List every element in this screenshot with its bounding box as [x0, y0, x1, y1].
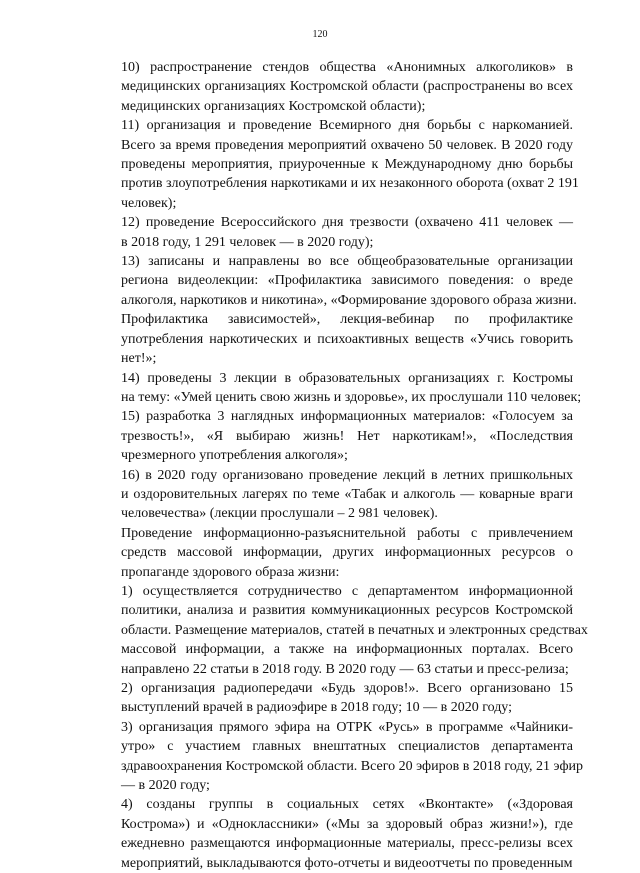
paragraph — [83, 116, 579, 213]
text-line: выступлений врачей в радиоэфире в 2018 году; 10 — в 2020 году; — [121, 700, 513, 716]
text-line: 12) проведение Всероссийского дня трезвости (охвачено 411 человек — — [121, 215, 573, 231]
paragraph — [83, 213, 573, 252]
paragraph — [83, 582, 588, 679]
text-line: проведены мероприятия, приуроченные к Международному дню борьбы — [121, 157, 573, 173]
text-line: мероприятий, выкладываются фото-отчеты и видеоотчеты по проведенным — [121, 855, 573, 871]
text-line: 16) в 2020 году организовано проведение лекций в летних пришкольных — [121, 467, 573, 483]
text-line: 4) созданы группы в социальных сетях «Вконтакте» («Здоровая — [121, 797, 573, 813]
text-line: против злоупотребления наркотиками и их незаконного оборота (охват 2 191 — [121, 176, 579, 192]
text-line: нет!»; — [121, 351, 157, 367]
text-line: 14) проведены 3 лекции в образовательных организациях г. Костромы — [121, 370, 573, 386]
text-line: области. Размещение материалов, статей в печатных и электронных средствах — [121, 622, 588, 638]
text-line: Всего за время проведения мероприятий охвачено 50 человек. В 2020 году — [121, 137, 573, 153]
paragraph — [83, 252, 577, 368]
text-line: массовой информации, а также на информационных порталах. Всего — [121, 642, 573, 658]
paragraph — [83, 679, 573, 718]
text-line: 10) распространение стендов общества «Анонимных алкоголиков» в — [121, 60, 573, 75]
text-line: человек); — [121, 195, 177, 211]
paragraph — [83, 369, 582, 408]
text-line: на тему: «Умей ценить свою жизнь и здоровье», их прослушали 110 человек; — [121, 389, 582, 405]
text-line: — в 2020 году; — [121, 778, 210, 794]
text-line: направлено 22 статьи в 2018 году. В 2020 году — 63 статьи и пресс-релиза; — [121, 661, 569, 677]
document-body — [83, 58, 588, 873]
text-line: в 2018 году, 1 291 человек — в 2020 году); — [121, 234, 374, 250]
text-line: 2) организация радиопередачи «Будь здоров!». Всего организовано 15 — [121, 681, 573, 696]
text-line: 13) записаны и направлены во все общеобразовательные организации — [121, 254, 573, 270]
text-line: Профилактика зависимостей», лекция-вебинар по профилактике — [121, 312, 573, 328]
text-line: и оздоровительных лагерях по теме «Табак и алкоголь — коварные враги — [121, 486, 573, 502]
text-line: медицинских организациях Костромской области (распространены во всех — [121, 79, 573, 95]
paragraph — [83, 795, 573, 873]
text-line: трезвость!», «Я выбираю жизнь! Нет наркотикам!», «Последствия — [121, 428, 573, 444]
text-line: 3) организация прямого эфира на ОТРК «Русь» в программе «Чайники- — [121, 719, 573, 735]
paragraph — [83, 718, 584, 796]
text-line: региона видеолекции: «Профилактика зависимого поведения: о вреде — [121, 273, 573, 289]
text-line: ежедневно размещаются информационные материалы, пресс-релизы всех — [121, 836, 573, 852]
text-line: Кострома») и «Одноклассники» («Мы за здоровый образ жизни!»), где — [121, 816, 573, 832]
paragraph — [83, 524, 573, 582]
text-line: человечества» (лекции прослушали – 2 981 человек). — [121, 506, 438, 522]
paragraph — [83, 58, 573, 116]
text-line: 1) осуществляется сотрудничество с департаментом информационной — [121, 583, 573, 599]
text-line: чрезмерного употребления алкоголя»; — [121, 448, 348, 464]
text-line: утро» с участием главных внештатных специалистов департамента — [121, 739, 573, 755]
text-line: медицинских организациях Костромской области); — [121, 98, 426, 114]
text-line: Проведение информационно-разъяснительной работы с привлечением — [121, 525, 573, 541]
text-line: алкоголя, наркотиков и никотина», «Формирование здорового образа жизни. — [121, 292, 577, 308]
page-number: 120 — [312, 29, 328, 40]
text-line: политики, анализа и развития коммуникационных ресурсов Костромской — [121, 603, 573, 619]
text-line: здравоохранения Костромской области. Всего 20 эфиров в 2018 году, 21 эфир — [121, 758, 584, 774]
text-line: пропаганде здорового образа жизни: — [121, 564, 340, 580]
text-line: употребления наркотических и психоактивных веществ «Учись говорить — [121, 331, 573, 347]
paragraph — [83, 407, 573, 465]
text-line: 15) разработка 3 наглядных информационных материалов: «Голосуем за — [121, 409, 573, 425]
text-line: 11) организация и проведение Всемирного дня борьбы с наркоманией. — [121, 118, 573, 134]
text-line: средств массовой информации, других информационных ресурсов о — [121, 545, 573, 561]
paragraph — [83, 466, 573, 524]
